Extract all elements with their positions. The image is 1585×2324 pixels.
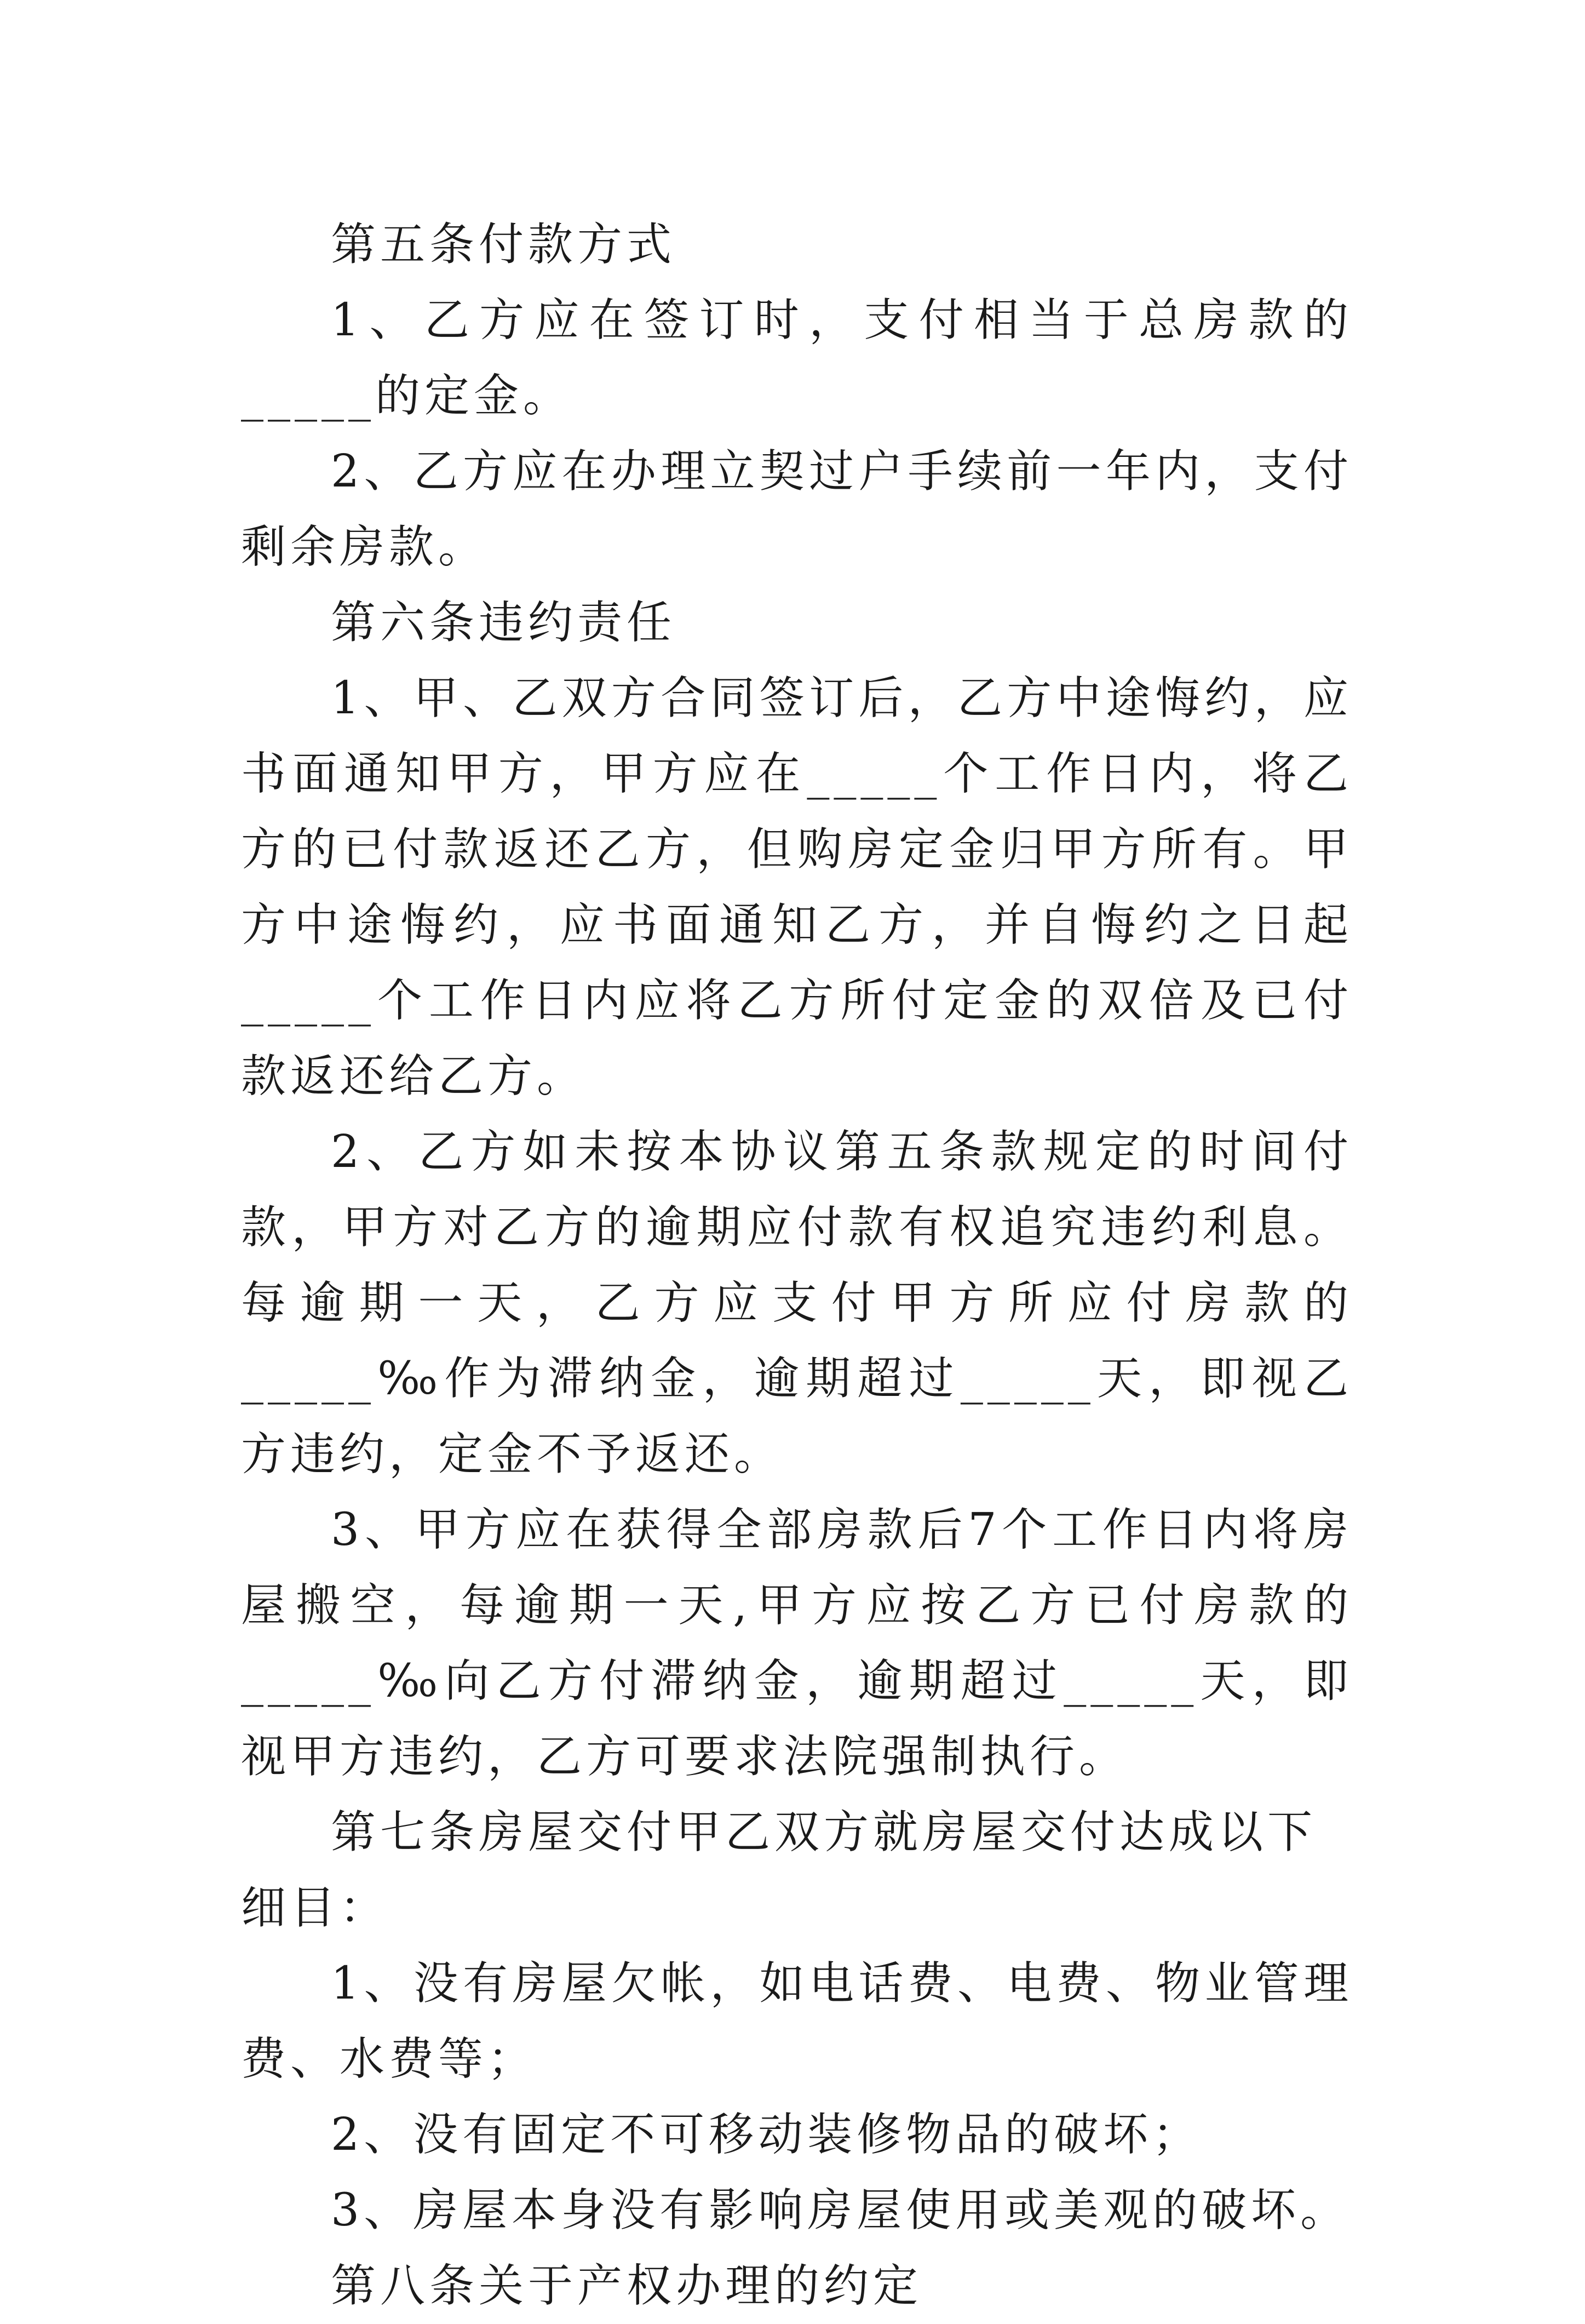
- section-heading-delivery: 第七条房屋交付甲乙双方就房屋交付达成以下细目：: [241, 1806, 1317, 1934]
- paragraph-deposit: 1、乙方应在签订时，支付相当于总房款的_____的定金。: [241, 294, 1353, 422]
- paragraph-no-house-damage: 3、房屋本身没有影响房屋使用或美观的破坏。: [331, 2184, 1350, 2236]
- document-body: [241, 207, 1353, 2324]
- section-heading-liability: 第六条违约责任: [331, 597, 676, 649]
- paragraph-no-arrears: 1、没有房屋欠帐，如电话费、电费、物业管理费、水费等；: [241, 1957, 1353, 2085]
- section-heading-title-transfer: 第八条关于产权办理的约定: [331, 2260, 923, 2312]
- paragraph-late-payment: 2、乙方如未按本协议第五条款规定的时间付款，甲方对乙方的逾期应付款有权追究违约利息。每逾期一天，乙方应支付甲方所应付房款的_____‰作为滞纳金，逾期超过_____天，即视乙方违约，定金不予返还。: [241, 1126, 1353, 1480]
- paragraph-late-vacating: 3、甲方应在获得全部房款后7个工作日内将房屋搬空，每逾期一天,甲方应按乙方已付房款的_____‰向乙方付滞纳金，逾期超过_____天，即视甲方违约，乙方可要求法院强制执行。: [241, 1504, 1353, 1783]
- section-heading-payment: 第五条付款方式: [331, 219, 676, 271]
- paragraph-breach-cancellation: 1、甲、乙双方合同签订后，乙方中途悔约，应书面通知甲方，甲方应在_____个工作日内，将乙方的已付款返还乙方，但购房定金归甲方所有。甲方中途悔约，应书面通知乙方，并自悔约之日起_____个工作日内应将乙方所付定金的双倍及已付款返还给乙方。: [241, 672, 1353, 1102]
- paragraph-no-fixture-damage: 2、没有固定不可移动装修物品的破坏；: [331, 2109, 1202, 2161]
- paragraph-remaining-payment: 2、乙方应在办理立契过户手续前一年内，支付剩余房款。: [241, 445, 1353, 573]
